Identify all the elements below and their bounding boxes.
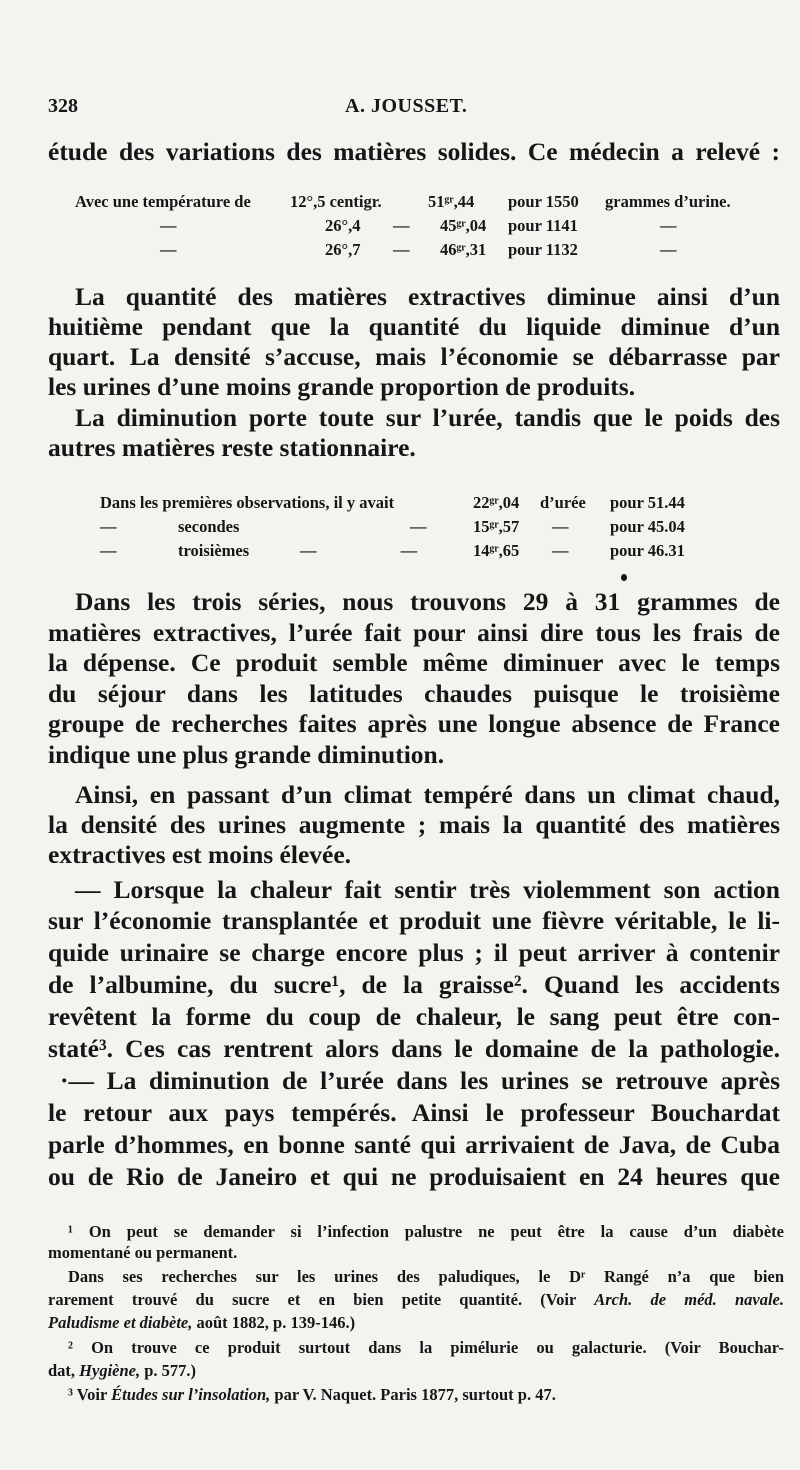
paragraph-line: extractives est moins élevée. bbox=[48, 840, 352, 869]
paragraph-line: du séjour dans les latitudes chaudes puisque le troisième bbox=[48, 679, 780, 708]
table-cell: pour 51.44 bbox=[610, 493, 685, 512]
paragraph-line: étude des variations des matières solides. Ce médecin a relevé : bbox=[48, 137, 780, 166]
table-cell: — bbox=[552, 517, 569, 536]
paragraph-line: de l’albumine, du sucre¹, de la graisse². Quand les accidents bbox=[48, 970, 780, 999]
paragraph-line: parle d’hommes, en bonne santé qui arrivaient de Java, de Cuba bbox=[48, 1130, 780, 1159]
table-cell: 26°,4 bbox=[325, 216, 361, 235]
paragraph-line: le retour aux pays tempérés. Ainsi le professeur Bouchardat bbox=[48, 1098, 780, 1127]
paragraph-line: matières extractives, l’urée fait pour ainsi dire tous les frais de bbox=[48, 618, 780, 647]
footnote-line: momentané ou permanent. bbox=[48, 1243, 238, 1262]
footnote-line: Dans ses recherches sur les urines des paludiques, le Dʳ Rangé n’a que bien bbox=[68, 1267, 784, 1286]
table-cell: pour 1132 bbox=[508, 240, 578, 259]
running-title: A. JOUSSET. bbox=[345, 95, 468, 117]
paragraph-line: revêtent la forme du coup de chaleur, le sang peut être con- bbox=[48, 1002, 780, 1031]
footnote-line: ¹ On peut se demander si l’infection palustre ne peut être la cause d’un diabète bbox=[68, 1222, 784, 1241]
ink-speck bbox=[621, 574, 627, 581]
footnote-citation: Paludisme et diabète, bbox=[48, 1313, 193, 1332]
paragraph-line: ou de Rio de Janeiro et qui ne produisaient en 24 heures que bbox=[48, 1162, 780, 1191]
paragraph-line: — Lorsque la chaleur fait sentir très violemment son action bbox=[75, 875, 780, 904]
paragraph-line: la densité des urines augmente ; mais la quantité des matières bbox=[48, 810, 780, 839]
table-cell: — bbox=[160, 216, 177, 235]
paragraph-line: quart. La densité s’accuse, mais l’économie se débarrasse par bbox=[48, 342, 780, 371]
footnote-line: ² On trouve ce produit surtout dans la pimélurie ou galacturie. (Voir Bouchar- bbox=[68, 1338, 784, 1357]
table-cell: — bbox=[660, 216, 677, 235]
footnote-line bbox=[48, 1361, 784, 1381]
footnote-text: rarement trouvé du sucre et en bien petite quantité. (Voir bbox=[48, 1290, 595, 1309]
table-cell: pour 1550 bbox=[508, 192, 579, 211]
table-cell: — — bbox=[300, 541, 418, 560]
table-cell: 46ᵍʳ,31 bbox=[440, 240, 487, 259]
table-cell: — bbox=[410, 517, 427, 536]
table-cell: Avec une température de bbox=[75, 192, 251, 211]
paragraph-line: quide urinaire se charge encore plus ; il peut arriver à contenir bbox=[48, 938, 780, 967]
paragraph-line: huitième pendant que la quantité du liquide diminue d’un bbox=[48, 312, 780, 341]
paragraph-line: sur l’économie transplantée et produit une fièvre véritable, le li- bbox=[48, 906, 780, 935]
table-cell: 51ᵍʳ,44 bbox=[428, 192, 475, 211]
footnote-text: par V. Naquet. Paris 1877, surtout p. 47. bbox=[270, 1385, 556, 1404]
table-cell: — bbox=[393, 240, 410, 259]
table-cell: pour 1141 bbox=[508, 216, 578, 235]
table-cell: — bbox=[660, 240, 677, 259]
paragraph-line: staté³. Ces cas rentrent alors dans le domaine de la pathologie. bbox=[48, 1034, 780, 1063]
table-cell: — bbox=[393, 216, 410, 235]
paragraph-line: La diminution porte toute sur l’urée, tandis que le poids des bbox=[75, 403, 780, 432]
table-cell: secondes bbox=[178, 517, 240, 536]
table-cell: — bbox=[100, 541, 117, 560]
footnote-line bbox=[48, 1313, 784, 1333]
table-cell: 22ᵍʳ,04 bbox=[473, 493, 520, 512]
table-cell: 26°,7 bbox=[325, 240, 361, 259]
table-cell: troisièmes bbox=[178, 541, 250, 560]
table-cell: grammes d’urine. bbox=[605, 192, 731, 211]
footnote-text: août 1882, p. 139-146.) bbox=[192, 1313, 356, 1332]
paragraph-line: Dans les trois séries, nous trouvons 29 à 31 grammes de bbox=[75, 587, 780, 616]
paragraph-line: autres matières reste stationnaire. bbox=[48, 433, 416, 462]
footnote-text: dat, bbox=[48, 1361, 80, 1380]
table-cell: 14ᵍʳ,65 bbox=[473, 541, 520, 560]
table-cell: 45ᵍʳ,04 bbox=[440, 216, 487, 235]
footnote-line bbox=[48, 1290, 784, 1310]
paragraph-line: indique une plus grande diminution. bbox=[48, 740, 445, 769]
page-number: 328 bbox=[48, 95, 78, 117]
footnote-text: ³ Voir bbox=[68, 1385, 112, 1404]
table-cell: pour 46.31 bbox=[610, 541, 685, 560]
paragraph-line: ·— La diminution de l’urée dans les urines se retrouve après bbox=[60, 1066, 780, 1095]
table-cell: d’urée bbox=[540, 493, 586, 512]
paragraph-line: La quantité des matières extractives diminue ainsi d’un bbox=[75, 282, 780, 311]
table-cell: — bbox=[552, 541, 569, 560]
footnote-citation: Études sur l’insolation, bbox=[111, 1385, 271, 1404]
footnote-line bbox=[68, 1385, 784, 1405]
paragraph-line: la dépense. Ce produit semble même diminuer avec le temps bbox=[48, 648, 780, 677]
footnote-citation: Arch. de méd. navale. bbox=[594, 1290, 784, 1309]
table-cell: pour 45.04 bbox=[610, 517, 685, 536]
table-cell: Dans les premières observations, il y avait bbox=[100, 493, 395, 512]
table-cell: 12°,5 centigr. bbox=[290, 192, 382, 211]
table-cell: — bbox=[100, 517, 117, 536]
paragraph-line: les urines d’une moins grande proportion de produits. bbox=[48, 372, 636, 401]
paragraph-line: Ainsi, en passant d’un climat tempéré dans un climat chaud, bbox=[75, 780, 780, 809]
table-cell: — bbox=[160, 240, 177, 259]
footnote-text: p. 577.) bbox=[140, 1361, 197, 1380]
paragraph-line: groupe de recherches faites après une longue absence de France bbox=[48, 709, 780, 738]
table-cell: 15ᵍʳ,57 bbox=[473, 517, 520, 536]
footnote-citation: Hygiène, bbox=[79, 1361, 141, 1380]
